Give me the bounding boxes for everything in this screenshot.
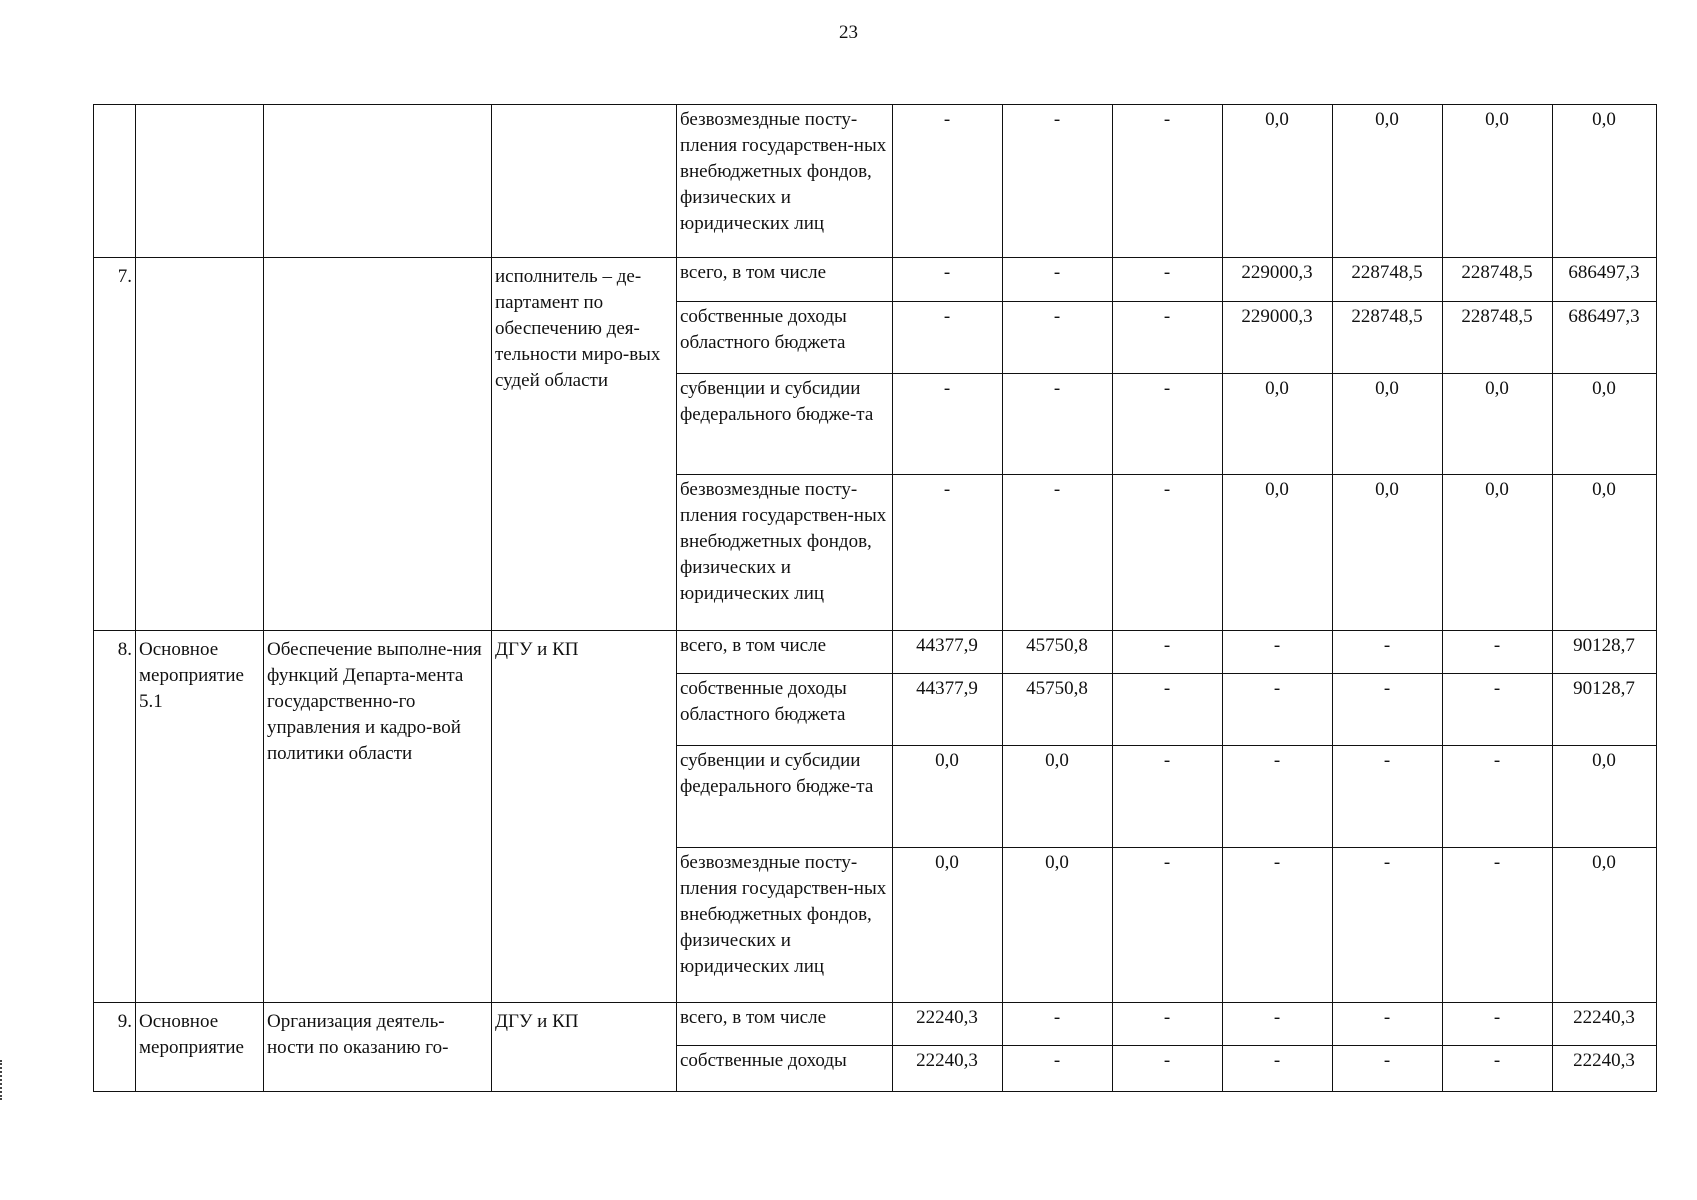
- amount-cell: -: [1003, 1046, 1113, 1092]
- amount-cell: 229000,3: [1223, 301, 1333, 373]
- amount-cell: -: [1003, 1002, 1113, 1045]
- amount-cell: -: [1443, 1002, 1553, 1045]
- amount-cell: 228748,5: [1333, 301, 1443, 373]
- funding-source: безвозмездные посту-пления государствен-ных внебюджетных фондов, физических и юридических лиц: [677, 475, 893, 630]
- amount-cell: 0,0: [1443, 475, 1553, 630]
- amount-cell: -: [1113, 475, 1223, 630]
- amount-cell: -: [1113, 105, 1223, 258]
- amount-cell: -: [1003, 105, 1113, 258]
- amount-cell: 44377,9: [893, 630, 1003, 673]
- funding-source: субвенции и субсидии федерального бюдже-та: [677, 746, 893, 847]
- executor: ДГУ и КП: [492, 1002, 677, 1091]
- funding-source: всего, в том числе: [677, 630, 893, 673]
- amount-cell: -: [1113, 746, 1223, 847]
- amount-cell: 0,0: [893, 746, 1003, 847]
- amount-cell: -: [1223, 746, 1333, 847]
- amount-cell: 0,0: [1333, 475, 1443, 630]
- activity-name: Обеспечение выполне-ния функций Департа-мента государственно-го управления и кадро-вой политики области: [264, 630, 492, 1002]
- amount-cell: -: [893, 373, 1003, 474]
- amount-cell: -: [1333, 1046, 1443, 1092]
- amount-cell: 45750,8: [1003, 630, 1113, 673]
- activity-type: Основное мероприятие 5.1: [136, 630, 264, 1002]
- funding-source: безвозмездные посту-пления государствен-ных внебюджетных фондов, физических и юридических лиц: [677, 847, 893, 1002]
- amount-cell: -: [1223, 1002, 1333, 1045]
- amount-cell: -: [1223, 1046, 1333, 1092]
- amount-cell: -: [1443, 630, 1553, 673]
- amount-cell: -: [1113, 258, 1223, 301]
- amount-cell: 686497,3: [1553, 258, 1657, 301]
- amount-cell: -: [1003, 258, 1113, 301]
- executor: исполнитель – де-партамент по обеспечению дея-тельности миро-вых судей области: [492, 258, 677, 630]
- amount-cell: 0,0: [1443, 373, 1553, 474]
- table-row: [94, 258, 1657, 301]
- amount-cell: 0,0: [1223, 475, 1333, 630]
- row-number: 8.: [94, 630, 136, 1002]
- page-number: 23: [839, 22, 858, 43]
- funding-source: собственные доходы областного бюджета: [677, 301, 893, 373]
- amount-cell: 0,0: [1553, 373, 1657, 474]
- row-number: 7.: [94, 258, 136, 630]
- amount-cell: 0,0: [1553, 475, 1657, 630]
- activity-name: Организация деятель-ности по оказанию го-: [264, 1002, 492, 1091]
- activity-name: [264, 258, 492, 630]
- amount-cell: -: [1443, 1046, 1553, 1092]
- amount-cell: -: [1333, 847, 1443, 1002]
- amount-cell: -: [1333, 1002, 1443, 1045]
- amount-cell: 228748,5: [1443, 301, 1553, 373]
- funding-source: всего, в том числе: [677, 1002, 893, 1045]
- table-row: [94, 1002, 1657, 1045]
- table-row: [94, 105, 1657, 258]
- amount-cell: -: [1113, 1046, 1223, 1092]
- amount-cell: 228748,5: [1443, 258, 1553, 301]
- amount-cell: 0,0: [1333, 373, 1443, 474]
- amount-cell: 22240,3: [893, 1002, 1003, 1045]
- amount-cell: -: [1113, 301, 1223, 373]
- amount-cell: 0,0: [1223, 105, 1333, 258]
- amount-cell: 0,0: [893, 847, 1003, 1002]
- row-number: 9.: [94, 1002, 136, 1091]
- amount-cell: -: [1113, 847, 1223, 1002]
- activity-type: [136, 258, 264, 630]
- funding-source: всего, в том числе: [677, 258, 893, 301]
- amount-cell: -: [893, 301, 1003, 373]
- amount-cell: 0,0: [1333, 105, 1443, 258]
- amount-cell: 22240,3: [1553, 1002, 1657, 1045]
- row-number: [94, 105, 136, 258]
- table-row: [94, 630, 1657, 673]
- activity-type: [136, 105, 264, 258]
- amount-cell: -: [1113, 630, 1223, 673]
- amount-cell: -: [1333, 746, 1443, 847]
- amount-cell: -: [1003, 301, 1113, 373]
- amount-cell: 229000,3: [1223, 258, 1333, 301]
- amount-cell: 0,0: [1553, 105, 1657, 258]
- activity-name: [264, 105, 492, 258]
- activity-type: Основное мероприятие: [136, 1002, 264, 1091]
- amount-cell: -: [1443, 746, 1553, 847]
- amount-cell: -: [1003, 373, 1113, 474]
- amount-cell: 686497,3: [1553, 301, 1657, 373]
- amount-cell: -: [893, 475, 1003, 630]
- amount-cell: -: [1333, 673, 1443, 745]
- executor: ДГУ и КП: [492, 630, 677, 1002]
- amount-cell: 0,0: [1553, 746, 1657, 847]
- amount-cell: 22240,3: [893, 1046, 1003, 1092]
- executor: [492, 105, 677, 258]
- amount-cell: 45750,8: [1003, 673, 1113, 745]
- funding-source: собственные доходы: [677, 1046, 893, 1092]
- amount-cell: -: [893, 105, 1003, 258]
- amount-cell: -: [1223, 673, 1333, 745]
- scan-artifact: [0, 1060, 5, 1100]
- amount-cell: 0,0: [1003, 847, 1113, 1002]
- funding-source: безвозмездные посту-пления государствен-ных внебюджетных фондов, физических и юридических лиц: [677, 105, 893, 258]
- amount-cell: 44377,9: [893, 673, 1003, 745]
- amount-cell: -: [1223, 630, 1333, 673]
- amount-cell: -: [1443, 847, 1553, 1002]
- funding-source: собственные доходы областного бюджета: [677, 673, 893, 745]
- budget-table: [93, 104, 1657, 1092]
- amount-cell: -: [893, 258, 1003, 301]
- amount-cell: 0,0: [1553, 847, 1657, 1002]
- amount-cell: 0,0: [1003, 746, 1113, 847]
- amount-cell: -: [1113, 373, 1223, 474]
- amount-cell: 90128,7: [1553, 673, 1657, 745]
- amount-cell: -: [1113, 1002, 1223, 1045]
- amount-cell: -: [1443, 673, 1553, 745]
- amount-cell: -: [1003, 475, 1113, 630]
- amount-cell: -: [1223, 847, 1333, 1002]
- amount-cell: 90128,7: [1553, 630, 1657, 673]
- amount-cell: 0,0: [1223, 373, 1333, 474]
- amount-cell: 228748,5: [1333, 258, 1443, 301]
- amount-cell: 0,0: [1443, 105, 1553, 258]
- amount-cell: -: [1113, 673, 1223, 745]
- amount-cell: -: [1333, 630, 1443, 673]
- funding-source: субвенции и субсидии федерального бюдже-та: [677, 373, 893, 474]
- amount-cell: 22240,3: [1553, 1046, 1657, 1092]
